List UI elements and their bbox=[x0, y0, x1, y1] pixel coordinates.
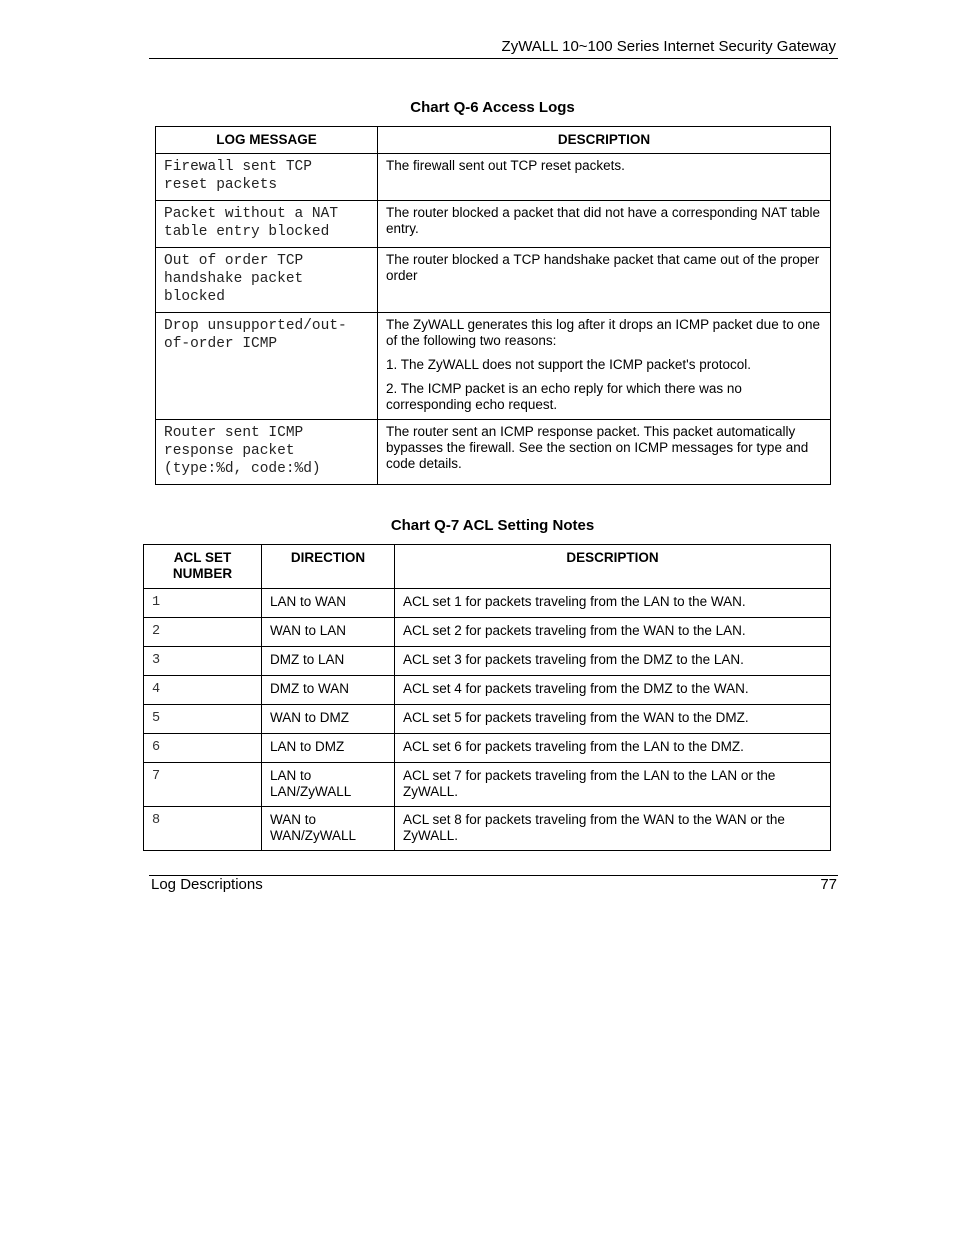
table-row bbox=[144, 705, 831, 734]
description-cell: ACL set 2 for packets traveling from the WAN to the LAN. bbox=[395, 618, 831, 647]
table-row bbox=[144, 734, 831, 763]
column-header-log-message: LOG MESSAGE bbox=[156, 127, 378, 154]
direction-cell bbox=[262, 763, 395, 807]
footer-section-name: Log Descriptions bbox=[151, 876, 263, 893]
acl-set-number-cell: 7 bbox=[144, 763, 262, 807]
table-row bbox=[144, 807, 831, 851]
chart-q6-title: Chart Q-6 Access Logs bbox=[410, 99, 575, 116]
table-header-row bbox=[144, 545, 831, 589]
running-header-title: ZyWALL 10~100 Series Internet Security Gateway bbox=[501, 38, 836, 55]
log-message-cell bbox=[156, 313, 378, 420]
column-header-description: DESCRIPTION bbox=[395, 545, 831, 589]
table-header-row bbox=[156, 127, 831, 154]
log-message-cell bbox=[156, 201, 378, 248]
footer-page-number: 77 bbox=[820, 876, 837, 893]
description-cell: ACL set 6 for packets traveling from the LAN to the DMZ. bbox=[395, 734, 831, 763]
description-cell bbox=[378, 154, 831, 201]
acl-set-number-cell: 5 bbox=[144, 705, 262, 734]
description-paragraph: The firewall sent out TCP reset packets. bbox=[386, 158, 625, 173]
acl-set-number-cell: 8 bbox=[144, 807, 262, 851]
direction-cell bbox=[262, 618, 395, 647]
log-message-text: Out of order TCP handshake packet blocked bbox=[164, 253, 304, 305]
access-logs-table bbox=[155, 126, 831, 485]
table-row bbox=[144, 647, 831, 676]
direction-text: WAN to WAN/ZyWALL bbox=[270, 812, 357, 843]
table-row bbox=[156, 313, 831, 420]
chart-q7-title: Chart Q-7 ACL Setting Notes bbox=[390, 517, 595, 534]
direction-text: DMZ to WAN bbox=[270, 681, 349, 696]
acl-header-text: ACL SET NUMBER bbox=[172, 550, 233, 581]
description-paragraph: The router sent an ICMP response packet. This packet automatically bypasses the firewall. See the section on ICMP messages for type and code details. bbox=[386, 424, 809, 471]
description-cell: ACL set 5 for packets traveling from the WAN to the DMZ. bbox=[395, 705, 831, 734]
acl-set-number-cell: 3 bbox=[144, 647, 262, 676]
description-cell bbox=[378, 201, 831, 248]
acl-setting-notes-table bbox=[143, 544, 831, 851]
table-row bbox=[156, 201, 831, 248]
direction-cell bbox=[262, 589, 395, 618]
description-cell: ACL set 8 for packets traveling from the WAN to the WAN or the ZyWALL. bbox=[395, 807, 831, 851]
column-header-description: DESCRIPTION bbox=[378, 127, 831, 154]
log-message-cell bbox=[156, 154, 378, 201]
direction-cell bbox=[262, 647, 395, 676]
description-cell: ACL set 4 for packets traveling from the DMZ to the WAN. bbox=[395, 676, 831, 705]
table-row bbox=[144, 763, 831, 807]
description-cell: ACL set 1 for packets traveling from the LAN to the WAN. bbox=[395, 589, 831, 618]
log-message-text: Drop unsupported/out- of-order ICMP bbox=[164, 318, 347, 352]
direction-text: LAN to LAN/ZyWALL bbox=[270, 768, 352, 799]
direction-cell bbox=[262, 676, 395, 705]
acl-set-number-cell: 2 bbox=[144, 618, 262, 647]
log-message-text: Firewall sent TCP reset packets bbox=[164, 159, 312, 193]
description-paragraph: 1. The ZyWALL does not support the ICMP packet's protocol. bbox=[386, 357, 752, 372]
table-row bbox=[144, 618, 831, 647]
table-row bbox=[144, 589, 831, 618]
acl-set-number-cell: 4 bbox=[144, 676, 262, 705]
direction-text: WAN to DMZ bbox=[270, 710, 349, 725]
description-cell: ACL set 7 for packets traveling from the LAN to the LAN or the ZyWALL. bbox=[395, 763, 831, 807]
description-paragraph: The ZyWALL generates this log after it drops an ICMP packet due to one of the following two reasons: bbox=[386, 317, 820, 348]
acl-set-number-cell: 1 bbox=[144, 589, 262, 618]
direction-text: LAN to DMZ bbox=[270, 739, 345, 754]
description-cell bbox=[378, 313, 831, 420]
direction-text: LAN to WAN bbox=[270, 594, 347, 609]
table-row bbox=[156, 154, 831, 201]
direction-cell bbox=[262, 807, 395, 851]
log-message-text: Router sent ICMP response packet (type:%d, code:%d) bbox=[164, 425, 321, 477]
description-cell bbox=[378, 248, 831, 313]
log-message-text: Packet without a NAT table entry blocked bbox=[164, 206, 339, 240]
description-cell bbox=[378, 420, 831, 485]
description-cell: ACL set 3 for packets traveling from the DMZ to the LAN. bbox=[395, 647, 831, 676]
acl-set-number-cell: 6 bbox=[144, 734, 262, 763]
table-row bbox=[156, 420, 831, 485]
description-paragraph: 2. The ICMP packet is an echo reply for which there was no corresponding echo request. bbox=[386, 381, 742, 412]
table-row bbox=[156, 248, 831, 313]
description-paragraph: The router blocked a packet that did not have a corresponding NAT table entry. bbox=[386, 205, 821, 236]
log-message-cell bbox=[156, 420, 378, 485]
direction-text: DMZ to LAN bbox=[270, 652, 345, 667]
direction-cell bbox=[262, 705, 395, 734]
header-rule bbox=[149, 58, 838, 59]
column-header-direction: DIRECTION bbox=[262, 545, 395, 589]
table-row bbox=[144, 676, 831, 705]
log-message-cell bbox=[156, 248, 378, 313]
direction-cell bbox=[262, 734, 395, 763]
direction-text: WAN to LAN bbox=[270, 623, 347, 638]
description-paragraph: The router blocked a TCP handshake packet that came out of the proper order bbox=[386, 252, 820, 283]
column-header-acl-set-number bbox=[144, 545, 262, 589]
